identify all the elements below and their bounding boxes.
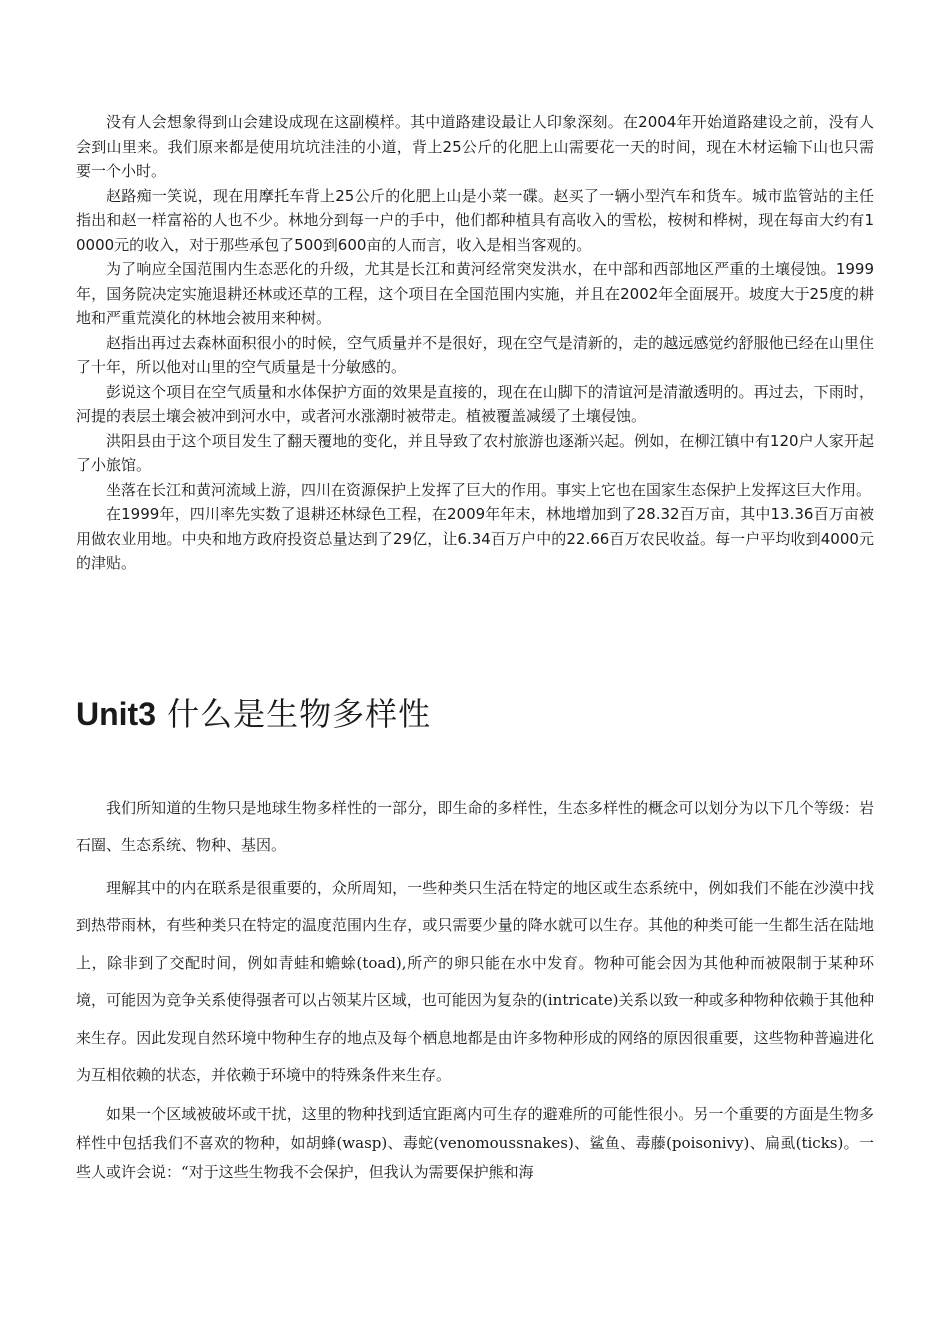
paragraph: 在1999年，四川率先实数了退耕还林绿色工程，在2009年年末，林地增加到了28.32百万亩，其中13.36百万亩被用做农业用地。中央和地方政府投资总量达到了29亿，让6.34百万户中的22.66百万农民收益。每一户平均收到4000元的津贴。 — [76, 505, 874, 572]
unit-title-text: 什么是生物多样性 — [167, 694, 432, 733]
unit-heading — [76, 692, 874, 736]
paragraph: 彭说这个项目在空气质量和水体保护方面的效果是直接的，现在在山脚下的清谊河是清澈透明的。再过去，下雨时，河提的表层土壤会被冲到河水中，或者河水涨潮时被带走。植被覆盖减缓了土壤侵蚀。 — [76, 382, 874, 425]
unit-passage — [76, 790, 874, 1187]
paragraph: 我们所知道的生物只是地球生物多样性的一部分，即生命的多样性，生态多样性的概念可以划分为以下几个等级：岩石圈、生态系统、物种、基因。 — [76, 798, 874, 854]
reading-passage — [76, 110, 874, 576]
paragraph: 如果一个区域被破坏或干扰，这里的物种找到适宜距离内可生存的避难所的可能性很小。另一个重要的方面是生物多样性中包括我们不喜欢的物种，如胡蜂(wasp)、毒蛇(venomoussnakes)、鲨鱼、毒藤(poisonivy)、扁虱(ticks)。一些人或许会说：“对于这些生物我不会保护，但我认为需要保护熊和海 — [76, 1104, 874, 1181]
paragraph: 坐落在长江和黄河流域上游，四川在资源保护上发挥了巨大的作用。事实上它也在国家生态保护上发挥这巨大作用。 — [106, 480, 872, 499]
paragraph: 赵指出再过去森林面积很小的时候，空气质量并不是很好，现在空气是清新的，走的越远感觉约舒服他已经在山里住了十年，所以他对山里的空气质量是十分敏感的。 — [76, 333, 874, 376]
paragraph: 赵路痴一笑说，现在用摩托车背上25公斤的化肥上山是小菜一碟。赵买了一辆小型汽车和货车。城市监管站的主任指出和赵一样富裕的人也不少。林地分到每一户的手中，他们都种植具有高收入的雪松，桉树和桦树，现在每亩大约有10000元的收入，对于那些承包了500到600亩的人而言，收入是相当客观的。 — [76, 186, 874, 254]
paragraph: 理解其中的内在联系是很重要的，众所周知，一些种类只生活在特定的地区或生态系统中，例如我们不能在沙漠中找到热带雨林，有些种类只在特定的温度范围内生存，或只需要少量的降水就可以生存。其他的种类可能一生都生活在陆地上，除非到了交配时间，例如青蛙和蟾蜍(toad),所产的卵只能在水中发育。物种可能会因为其他种而被限制于某种环境，可能因为竞争关系使得强者可以占领某片区域，也可能因为复杂的(intricate)关系以致一种或多种物种依赖于其他种来生存。因此发现自然环境中物种生存的地点及每个栖息地都是由许多物种形成的网络的原因很重要，这些物种普遍进化为互相依赖的状态，并依赖于环境中的特殊条件来生存。 — [76, 878, 874, 1084]
paragraph: 为了响应全国范围内生态恶化的升级，尤其是长江和黄河经常突发洪水，在中部和西部地区严重的土壤侵蚀。1999年，国务院决定实施退耕还林或还草的工程，这个项目在全国范围内实施，并且在2002年全面展开。坡度大于25度的耕地和严重荒漠化的林地会被用来种树。 — [76, 260, 874, 327]
unit-number: Unit3 — [76, 695, 156, 732]
paragraph: 没有人会想象得到山会建设成现在这副模样。其中道路建设最让人印象深刻。在2004年开始道路建设之前，没有人会到山里来。我们原来都是使用坑坑洼洼的小道，背上25公斤的化肥上山需要花一天的时间，现在木材运输下山也只需要一个小时。 — [76, 113, 874, 180]
paragraph: 洪阳县由于这个项目发生了翻天覆地的变化，并且导致了农村旅游也逐渐兴起。例如，在柳江镇中有120户人家开起了小旅馆。 — [76, 431, 874, 474]
